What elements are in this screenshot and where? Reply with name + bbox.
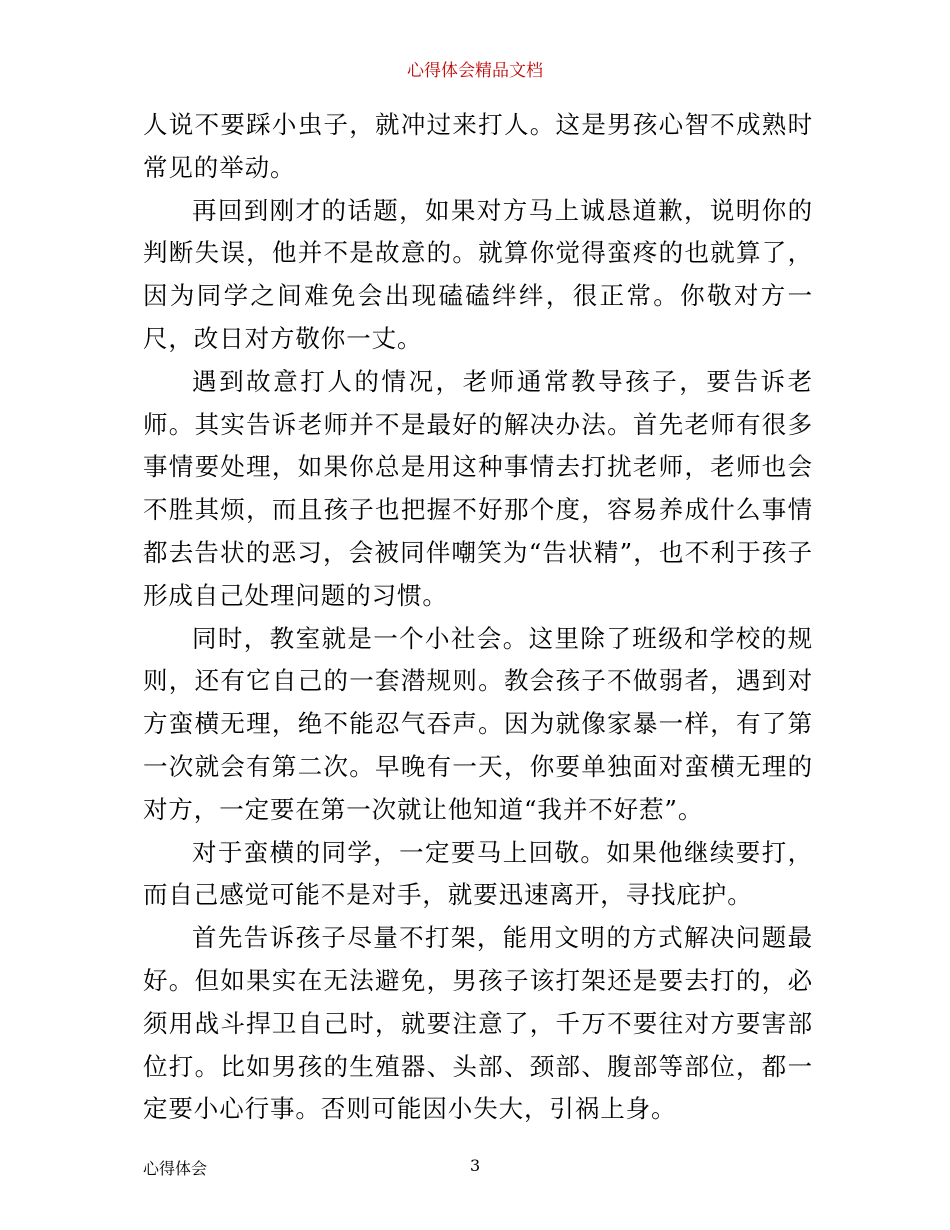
paragraph: 对于蛮横的同学，一定要马上回敬。如果他继续要打，而自己感觉可能不是对手，就要迅速离开，寻找庇护。 — [143, 837, 813, 910]
paragraph: 同时，教室就是一个小社会。这里除了班级和学校的规则，还有它自己的一套潜规则。教会孩子不做弱者，遇到对方蛮横无理，绝不能忍气吞声。因为就像家暴一样，有了第一次就会有第二次。早晚有一天，你要单独面对蛮横无理的对方，一定要在第一次就让他知道“我并不好惹”。 — [143, 623, 813, 824]
page-number: 3 — [470, 1156, 481, 1175]
paragraph-continuation: 人说不要踩小虫子，就冲过来打人。这是男孩心智不成熟时常见的举动。 — [143, 110, 813, 182]
document-body — [143, 104, 813, 1131]
paragraph: 遇到故意打人的情况，老师通常教导孩子，要告诉老师。其实告诉老师并不是最好的解决办法。首先老师有很多事情要处理，如果你总是用这种事情去打扰老师，老师也会不胜其烦，而且孩子也把握不好那个度，容易养成什么事情都去告状的恶习，会被同伴嘲笑为“告状精”，也不利于孩子形成自己处理问题的习惯。 — [143, 366, 813, 610]
page-header-title: 心得体会精品文档 — [407, 61, 543, 81]
paragraph: 首先告诉孩子尽量不打架，能用文明的方式解决问题最好。但如果实在无法避免，男孩子该打架还是要去打的，必须用战斗捍卫自己时，就要注意了，千万不要往对方要害部位打。比如男孩的生殖器、头部、颈部、腹部等部位，都一定要小心行事。否则可能因小失大，引祸上身。 — [143, 923, 813, 1124]
footer-label: 心得体会 — [143, 1159, 208, 1178]
paragraph: 再回到刚才的话题，如果对方马上诚恳道歉，说明你的判断失误，他并不是故意的。就算你觉得蛮疼的也就算了，因为同学之间难免会出现磕磕绊绊，很正常。你敬对方一尺，改日对方敬你一丈。 — [143, 195, 813, 353]
